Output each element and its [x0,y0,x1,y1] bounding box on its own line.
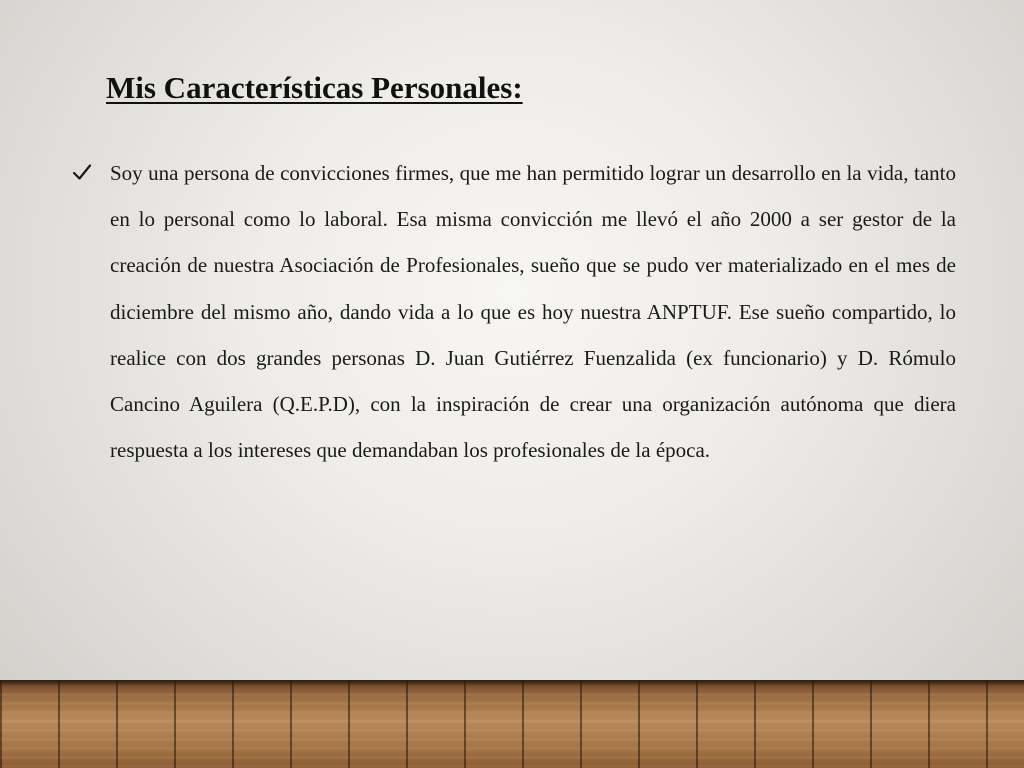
wood-floor [0,680,1024,768]
check-icon [72,162,92,182]
slide-title: Mis Características Personales: [106,70,523,105]
floor-shadow [0,680,1024,688]
bullet-item [72,150,956,473]
bullet-list [72,150,956,473]
bullet-text: Soy una persona de convicciones firmes, que me han permitido lograr un desarrollo en la vida, tanto en lo personal como lo laboral. Esa misma convicción me llevó el año 2000 a ser gestor de la creación de nuestra Asociación de Profesionales, sueño que se pudo ver materializado en el mes de diciembre del mismo año, dando vida a lo que es hoy nuestra ANPTUF. Ese sueño compartido, lo realice con dos grandes personas D. Juan Gutiérrez Fuenzalida (ex funcionario) y D. Rómulo Cancino Aguilera (Q.E.P.D), con la inspiración de crear una organización autónoma que diera respuesta a los intereses que demandaban los profesionales de la época. [110,161,956,463]
